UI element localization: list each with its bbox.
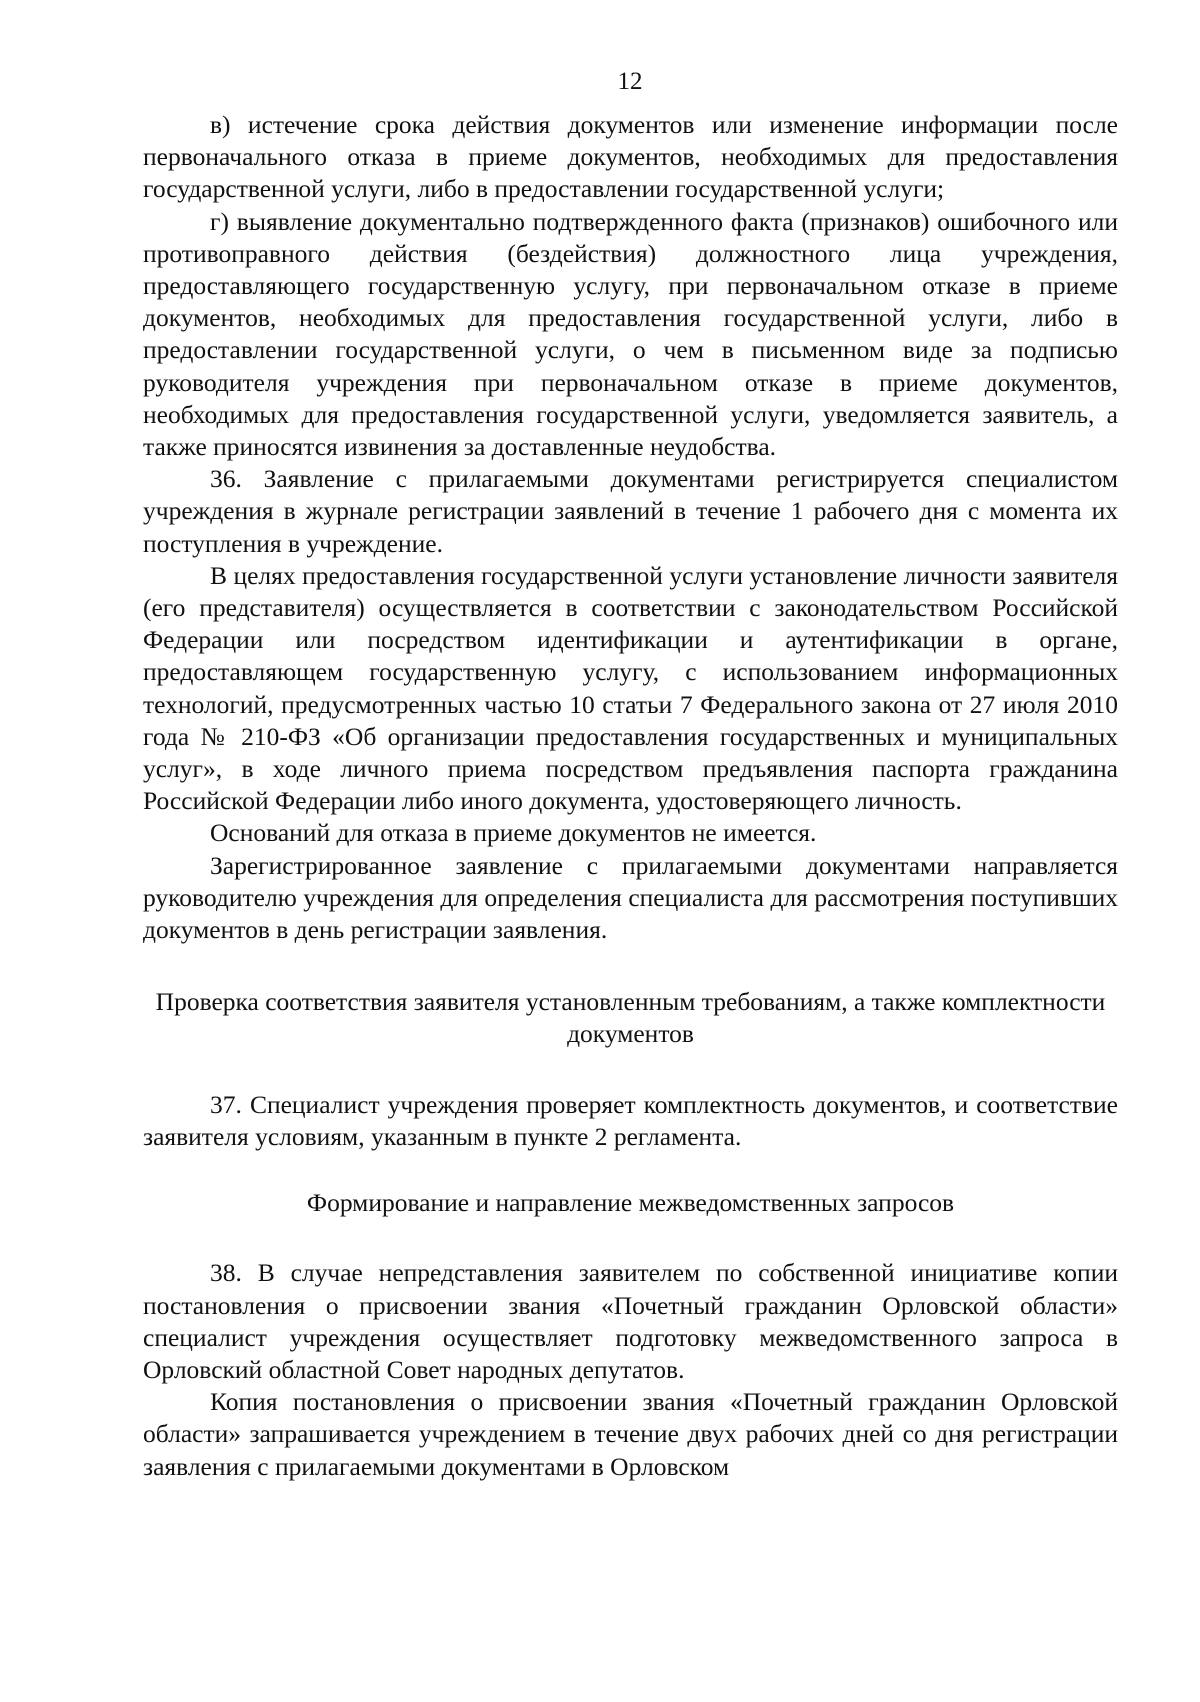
paragraph-36: 36. Заявление с прилагаемыми документами регистрируется специалистом учреждения в журнале регистрации заявлений в течение 1 рабочего дня с момента их поступления в учреждение. [143,464,1118,558]
paragraph-37: 37. Специалист учреждения проверяет комплектность документов, и соответствие заявителя условиям, указанным в пункте 2 регламента. [143,1089,1118,1151]
paragraph-subitem-v: в) истечение срока действия документов или изменение информации после первоначального отказа в приеме документов, необходимых для предоставления государственной услуги, либо в предоставлении государственной услуги; [143,110,1118,204]
section-heading-interagency-requests: Формирование и направление межведомственных запросов [306,1188,955,1218]
paragraph-registered-application: Зарегистрированное заявление с прилагаемыми документами направляется руководителю учреждения для определения специалиста для рассмотрения поступивших документов в день регистрации заявления. [143,850,1118,945]
paragraph-resolution-copy-request: Копия постановления о присвоении звания «Почетный гражданин Орловской области» запрашивается учреждением в течение двух рабочих дней со дня регистрации заявления с прилагаемыми документами в Орловском [143,1387,1118,1481]
spacer [143,1051,1118,1089]
document-body [143,109,1118,1483]
paragraph-subitem-g: г) выявление документально подтвержденного факта (признаков) ошибочного или противоправного действия (бездействия) должностного лица учреждения, предоставляющего государственную услугу, при первоначальном отказе в приеме документов, необходимых для предоставления государственной услуги, либо в предоставлении государственной услуги, о чем в письменном виде за подписью руководителя учреждения при первоначальном отказе в приеме документов, необходимых для предоставления государственной услуги, уведомляется заявитель, а также приносятся извинения за доставленные неудобства. [143,206,1118,462]
paragraph-38: 38. В случае непредставления заявителем по собственной инициативе копии постановления о присвоении звания «Почетный гражданин Орловской области» специалист учреждения осуществляет подготовку межведомственного запроса в Орловский областной Совет народных депутатов. [143,1258,1118,1384]
section-heading-compliance-check: Проверка соответствия заявителя установленным требованиям, а также комплектности документов [155,987,1106,1049]
page-number: 12 [617,68,643,95]
paragraph-identity-verification: В целях предоставления государственной услуги установление личности заявителя (его представителя) осуществляется в соответствии с законодательством Российской Федерации или посредством идентификации и аутентификации в органе, предоставляющем государственную услугу, с использованием информационных технологий, предусмотренных частью 10 статьи 7 Федерального закона от 27 июля 2010 года № 210-ФЗ «Об организации предоставления государственных и муниципальных услуг», в ходе личного приема посредством предъявления паспорта гражданина Российской Федерации либо иного документа, удостоверяющего личность. [143,560,1118,816]
spacer [143,1153,1118,1187]
spacer [143,1219,1118,1257]
paragraph-no-refusal-grounds: Оснований для отказа в приеме документов не имеется. [210,818,817,848]
spacer [143,946,1118,986]
